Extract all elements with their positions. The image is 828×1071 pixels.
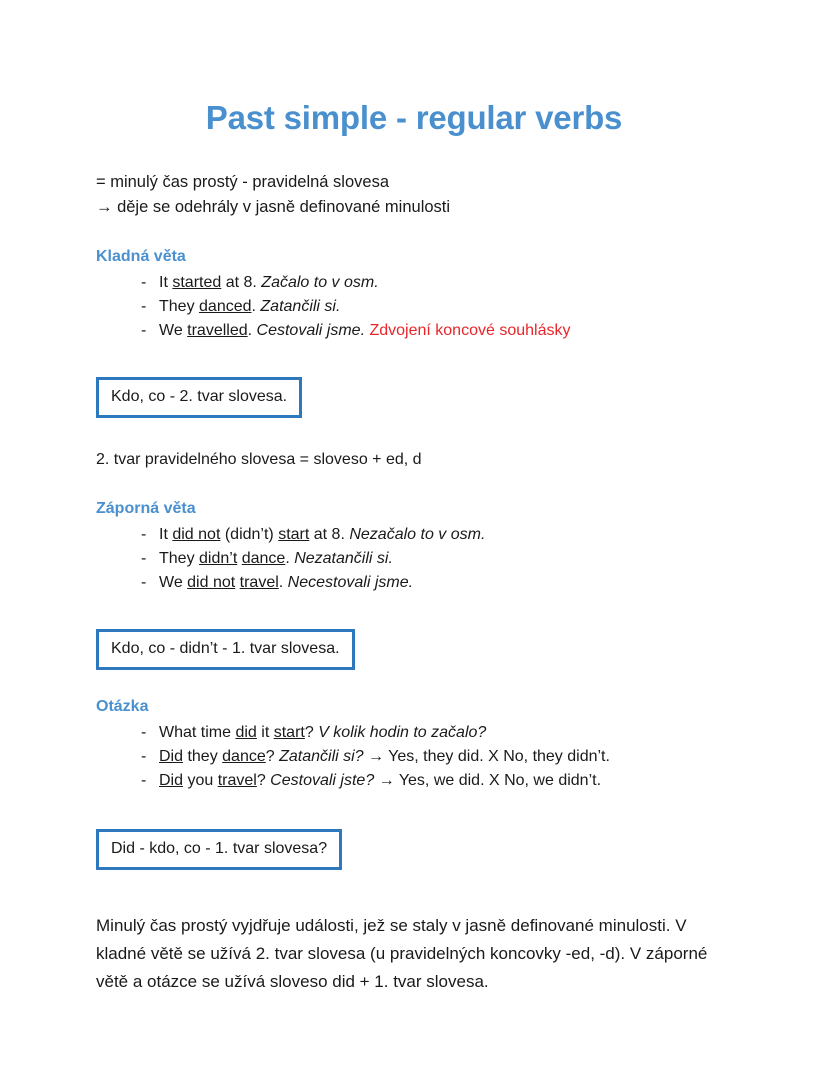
bullet-list-negative xyxy=(96,523,732,595)
list-item xyxy=(96,721,732,745)
underlined-verb: dance xyxy=(241,550,286,568)
page-title: Past simple - regular verbs xyxy=(205,99,623,136)
underlined-verb: started xyxy=(172,274,222,292)
underlined-verb: danced xyxy=(199,298,252,316)
bullet-dash-marker: - xyxy=(141,274,147,292)
sentence-text: you xyxy=(183,772,218,790)
czech-translation: V kolik hodin to začalo? xyxy=(318,724,487,742)
underlined-verb: start xyxy=(273,724,305,742)
sentence-text: . xyxy=(251,298,261,316)
sentence-text: at 8. xyxy=(221,274,262,292)
underlined-verb: start xyxy=(278,526,310,544)
czech-translation: Necestovali jsme. xyxy=(287,574,414,592)
sentence-text: They xyxy=(159,298,200,316)
underlined-verb: travelled xyxy=(187,322,248,340)
sentence-text: it xyxy=(256,724,274,742)
czech-translation: Nezatančili si. xyxy=(294,550,393,568)
underlined-verb: did xyxy=(235,724,257,742)
list-item xyxy=(96,523,732,547)
list-item xyxy=(96,271,732,295)
sentence-text: We xyxy=(159,322,188,340)
sentence-text: at 8. xyxy=(309,526,350,544)
rule-box-affirmative: Kdo, co - 2. tvar slovesa. xyxy=(96,377,302,418)
underlined-verb: Did xyxy=(159,748,184,766)
sentence-text: ? xyxy=(304,724,319,742)
spelling-note: Zdvojení koncové souhlásky xyxy=(369,322,571,340)
bullet-dash-marker: - xyxy=(141,526,147,544)
bullet-dash-marker: - xyxy=(141,574,147,592)
sentence-text: . xyxy=(247,322,257,340)
rule-box-affirmative-wrap xyxy=(96,377,732,418)
section-heading-negative: Záporná věta xyxy=(96,500,196,518)
section-heading-question: Otázka xyxy=(96,698,149,716)
bullet-dash-marker: - xyxy=(141,772,147,790)
list-item xyxy=(96,745,732,769)
sentence-text: What time xyxy=(159,724,236,742)
bullet-list-affirmative xyxy=(96,271,732,343)
section-heading-affirmative: Kladná věta xyxy=(96,248,186,266)
czech-translation: Začalo to v osm. xyxy=(261,274,379,292)
list-item xyxy=(96,295,732,319)
underlined-verb: travel xyxy=(239,574,279,592)
sentence-text: ? xyxy=(256,772,271,790)
czech-translation: Cestovali jste? xyxy=(270,772,375,790)
underlined-verb: dance xyxy=(222,748,266,766)
rule-box-negative-wrap xyxy=(96,629,732,670)
bullet-list-question xyxy=(96,721,732,793)
bullet-dash-marker: - xyxy=(141,298,147,316)
underlined-verb: travel xyxy=(217,772,257,790)
sentence-text: We xyxy=(159,574,188,592)
czech-translation: Nezačalo to v osm. xyxy=(349,526,486,544)
list-item xyxy=(96,319,732,343)
sentence-text: ? xyxy=(265,748,280,766)
sentence-text: (didn’t) xyxy=(220,526,279,544)
intro-block xyxy=(96,170,732,220)
rule-box-question: Did - kdo, co - 1. tvar slovesa? xyxy=(96,829,342,870)
rule-box-question-wrap xyxy=(96,829,732,870)
summary-paragraph: Minulý čas prostý vyjdřuje události, jež se staly v jasně definované minulosti. V kladné větě se užívá 2. tvar slovesa (u pravidelných koncovky -ed, -d). V záporné větě a otázce se užívá sloveso did + 1. tvar slovesa. xyxy=(96,916,708,992)
bullet-dash-marker: - xyxy=(141,322,147,340)
underlined-verb: Did xyxy=(159,772,184,790)
list-item xyxy=(96,547,732,571)
czech-translation: Cestovali jsme. xyxy=(256,322,366,340)
rule-box-negative: Kdo, co - didn’t - 1. tvar slovesa. xyxy=(96,629,355,670)
czech-translation: Zatančili si? xyxy=(279,748,364,766)
sentence-text: they xyxy=(183,748,223,766)
sentence-text: → Yes, they did. X No, they didn’t. xyxy=(363,748,610,766)
bullet-dash-marker: - xyxy=(141,724,147,742)
intro-line-2: → děje se odehrály v jasně definované minulosti xyxy=(96,198,451,217)
list-item xyxy=(96,769,732,793)
underlined-verb: did not xyxy=(172,526,221,544)
sentence-text: . xyxy=(278,574,288,592)
czech-translation: Zatančili si. xyxy=(260,298,341,316)
underlined-verb: did not xyxy=(187,574,236,592)
note-second-form: 2. tvar pravidelného slovesa = sloveso + ed, d xyxy=(96,451,422,469)
sentence-text: It xyxy=(159,274,173,292)
sentence-text: They xyxy=(159,550,200,568)
underlined-verb: didn’t xyxy=(199,550,238,568)
intro-line-1: = minulý čas prostý - pravidelná slovesa xyxy=(96,173,390,192)
sentence-text: . xyxy=(285,550,295,568)
bullet-dash-marker: - xyxy=(141,748,147,766)
bullet-dash-marker: - xyxy=(141,550,147,568)
sentence-text: → Yes, we did. X No, we didn’t. xyxy=(374,772,602,790)
sentence-text: It xyxy=(159,526,173,544)
list-item xyxy=(96,571,732,595)
